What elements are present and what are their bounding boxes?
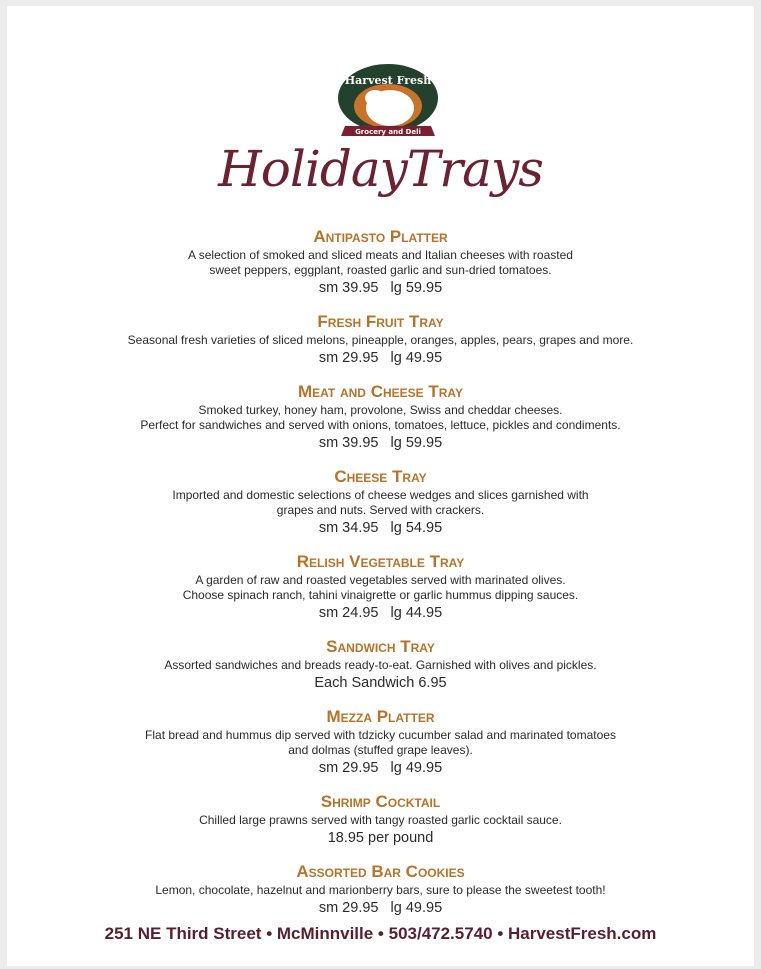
menu-item (7, 636, 754, 706)
item-description: Chilled large prawns served with tangy roasted garlic cocktail sauce. (199, 813, 562, 827)
item-name: Relish Vegetable Tray (296, 552, 465, 571)
item-description: grapes and nuts. Served with crackers. (276, 503, 485, 517)
item-price: Each Sandwich 6.95 (314, 675, 447, 691)
item-price: sm 29.95 lg 49.95 (318, 760, 443, 776)
harvest-fresh-logo (335, 62, 441, 142)
svg-text:Grocery and Deli: Grocery and Deli (355, 128, 421, 136)
svg-text:Harvest Fresh: Harvest Fresh (344, 74, 432, 87)
menu-item (7, 226, 754, 311)
item-name: Meat and Cheese Tray (297, 382, 463, 401)
tray-menu (7, 226, 754, 916)
menu-item (7, 311, 754, 381)
item-name: Cheese Tray (334, 467, 427, 486)
item-description: A garden of raw and roasted vegetables served with marinated olives. (195, 573, 566, 587)
item-name: Antipasto Platter (313, 227, 448, 246)
store-contact-footer: 251 NE Third Street • McMinnville • 503/472.5740 • HarvestFresh.com (104, 924, 657, 943)
item-description: and dolmas (stuffed grape leaves). (288, 743, 473, 757)
item-price: sm 24.95 lg 44.95 (318, 605, 443, 621)
item-name: Assorted Bar Cookies (296, 862, 465, 881)
item-description: Flat bread and hummus dip served with tdzicky cucumber salad and marinated tomatoes (145, 728, 616, 742)
menu-item (7, 791, 754, 861)
menu-page (7, 6, 754, 966)
page-title: HolidayTrays (218, 140, 543, 198)
item-price: sm 34.95 lg 54.95 (318, 520, 443, 536)
menu-item (7, 466, 754, 551)
item-name: Sandwich Tray (326, 637, 435, 656)
item-description: Perfect for sandwiches and served with onions, tomatoes, lettuce, pickles and condiments. (140, 418, 621, 432)
item-description: Smoked turkey, honey ham, provolone, Swiss and cheddar cheeses. (198, 403, 563, 417)
item-price: sm 39.95 lg 59.95 (318, 280, 443, 296)
item-description: Choose spinach ranch, tahini vinaigrette or garlic hummus dipping sauces. (182, 588, 579, 602)
item-description: sweet peppers, eggplant, roasted garlic and sun-dried tomatoes. (209, 263, 552, 277)
item-price: 18.95 per pound (327, 830, 434, 846)
item-price: sm 29.95 lg 49.95 (318, 900, 443, 916)
menu-item (7, 861, 754, 916)
item-name: Mezza Platter (326, 707, 435, 726)
menu-item (7, 381, 754, 466)
menu-item (7, 551, 754, 636)
item-price: sm 39.95 lg 59.95 (318, 435, 443, 451)
item-price: sm 29.95 lg 49.95 (318, 350, 443, 366)
item-description: A selection of smoked and sliced meats and Italian cheeses with roasted (188, 248, 573, 262)
item-description: Lemon, chocolate, hazelnut and marionberry bars, sure to please the sweetest tooth! (155, 883, 606, 897)
menu-item (7, 706, 754, 791)
item-name: Shrimp Cocktail (320, 792, 441, 811)
item-name: Fresh Fruit Tray (317, 312, 444, 331)
item-description: Assorted sandwiches and breads ready-to-eat. Garnished with olives and pickles. (164, 658, 597, 672)
item-description: Imported and domestic selections of cheese wedges and slices garnished with (172, 488, 589, 502)
item-description: Seasonal fresh varieties of sliced melons, pineapple, oranges, apples, pears, grapes and more. (127, 333, 634, 347)
